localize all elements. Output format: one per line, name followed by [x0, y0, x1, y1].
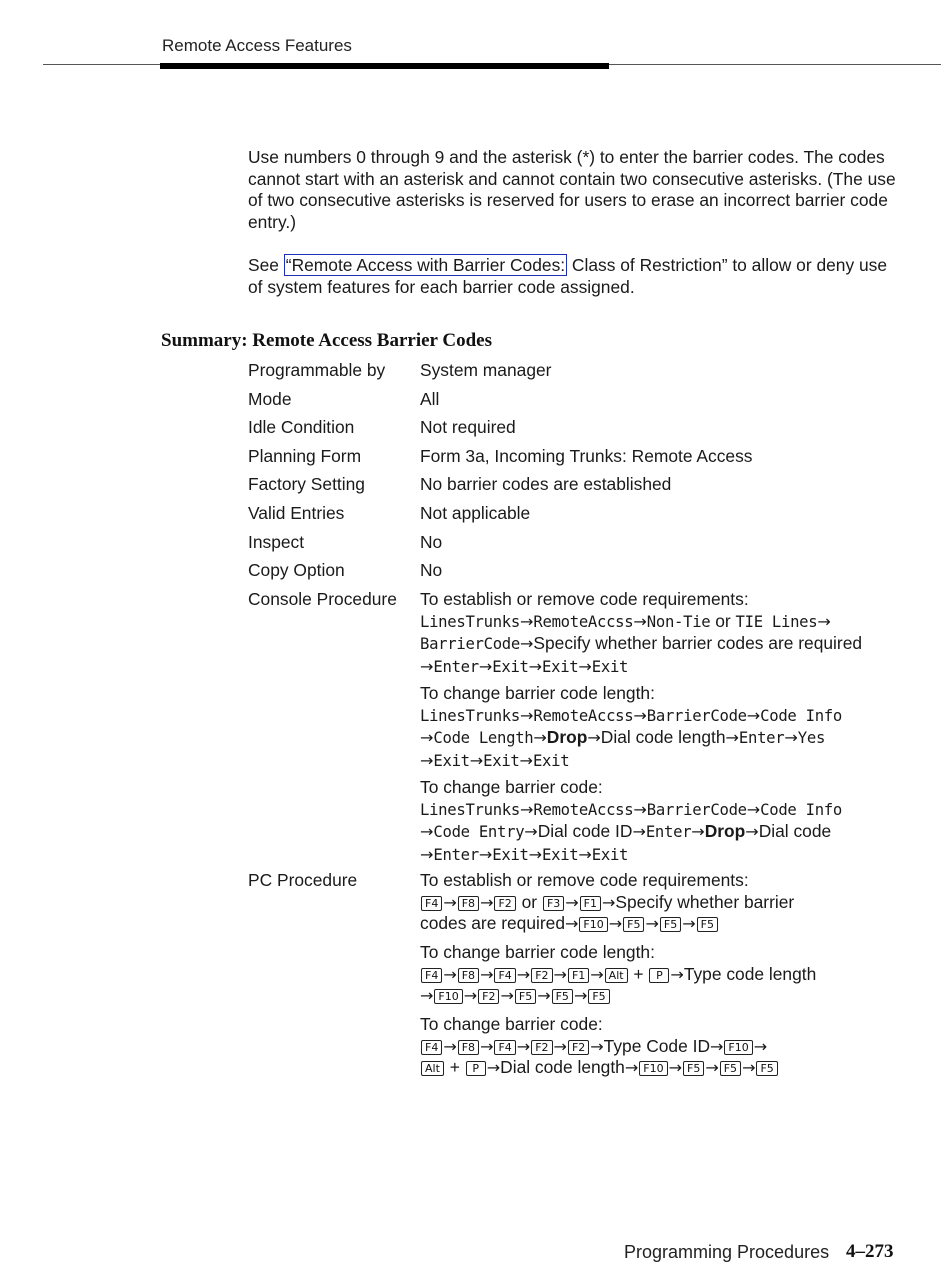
f4-key: F4 — [421, 968, 442, 983]
f3-key: F3 — [543, 896, 564, 911]
row-value: No — [420, 532, 443, 552]
console-block-2 — [420, 683, 900, 772]
f5-key: F5 — [756, 1061, 777, 1076]
row-label: Idle Condition — [248, 417, 355, 437]
row-value: No — [420, 560, 443, 580]
f5-key: F5 — [660, 917, 681, 932]
f5-key: F5 — [552, 989, 573, 1004]
f5-key: F5 — [515, 989, 536, 1004]
f2-key: F2 — [531, 968, 552, 983]
console-block-3 — [420, 777, 900, 866]
pc-block-2 — [420, 942, 900, 1007]
f10-key: F10 — [579, 917, 607, 932]
row-label: Planning Form — [248, 446, 362, 466]
f5-key: F5 — [683, 1061, 704, 1076]
row-label: Copy Option — [248, 560, 345, 580]
f4-key: F4 — [421, 896, 442, 911]
p-key: P — [649, 968, 669, 983]
f1-key: F1 — [568, 968, 589, 983]
console-step-line: →Enter→Exit→Exit→Exit — [420, 656, 629, 676]
row-label: Inspect — [248, 532, 305, 552]
cross-reference-link[interactable]: “Remote Access with Barrier Codes: — [285, 255, 566, 275]
row-label: Factory Setting — [248, 474, 365, 494]
header-rule-thick — [160, 63, 609, 69]
f4-key: F4 — [421, 1040, 442, 1055]
f10-key: F10 — [724, 1040, 752, 1055]
f4-key: F4 — [494, 968, 515, 983]
summary-title: Summary: Remote Access Barrier Codes — [161, 330, 493, 351]
f5-key: F5 — [588, 989, 609, 1004]
console-step-line: →Code Entry→Dial code ID→Enter→Drop→Dial code — [420, 821, 832, 841]
console-step-line: LinesTrunks→RemoteAccss→Non-Tie or TIE Lines→ — [420, 610, 831, 631]
f1-key: F1 — [580, 896, 601, 911]
row-value: System manager — [420, 360, 552, 380]
console-step-line: LinesTrunks→RemoteAccss→BarrierCode→Code Info — [420, 705, 842, 725]
page-number: 4–273 — [846, 1241, 894, 1262]
console-step-intro: To establish or remove code requirements: — [420, 589, 749, 609]
f2-key: F2 — [568, 1040, 589, 1055]
row-label: Mode — [248, 389, 292, 409]
f10-key: F10 — [639, 1061, 667, 1076]
f2-key: F2 — [478, 989, 499, 1004]
footer-section-title: Programming Procedures — [624, 1242, 830, 1262]
see-prefix: See — [248, 255, 284, 275]
pc-step-line: codes are required→ F10 → F5 → F5 → F5 — [420, 913, 900, 935]
console-step-intro: To change barrier code: — [420, 777, 603, 797]
pc-block-3 — [420, 1014, 900, 1079]
console-procedure-label: Console Procedure — [248, 589, 397, 609]
row-value: Form 3a, Incoming Trunks: Remote Access — [420, 446, 753, 466]
pc-step-line: → F10 → F2 → F5 → F5 → F5 — [420, 985, 900, 1007]
pc-procedure-label: PC Procedure — [248, 870, 358, 890]
console-step-line: →Code Length→Drop→Dial code length→Enter→Yes — [420, 727, 826, 747]
console-step-line: →Enter→Exit→Exit→Exit — [420, 844, 629, 864]
pc-step-intro: To establish or remove code requirements: — [420, 870, 749, 890]
f5-key: F5 — [623, 917, 644, 932]
row-value: Not applicable — [420, 503, 531, 523]
f2-key: F2 — [494, 896, 515, 911]
row-label: Valid Entries — [248, 503, 345, 523]
alt-key: Alt — [605, 968, 628, 983]
pc-step-intro: To change barrier code: — [420, 1014, 603, 1034]
f5-key: F5 — [720, 1061, 741, 1076]
f8-key: F8 — [458, 1040, 479, 1055]
pc-step-line: F4 → F8 → F4 → F2 → F1 → Alt + P →Type code length — [420, 964, 900, 986]
intro-paragraph-1: Use numbers 0 through 9 and the asterisk (*) to enter the barrier codes. The codes cannot start with an asterisk and cannot contain two consecutive asterisks. (The use of two consecutive asterisks is reserved for users to erase an incorrect barrier code entry.) — [248, 147, 896, 232]
console-step-intro: To change barrier code length: — [420, 683, 655, 703]
pc-step-line: Alt + P →Dial code length→ F10 → F5 → F5 → F5 — [420, 1057, 900, 1079]
row-value: No barrier codes are established — [420, 474, 672, 494]
row-value: Not required — [420, 417, 516, 437]
f5-key: F5 — [697, 917, 718, 932]
f8-key: F8 — [458, 968, 479, 983]
f10-key: F10 — [434, 989, 462, 1004]
running-head: Remote Access Features — [162, 36, 352, 55]
p-key: P — [466, 1061, 486, 1076]
f2-key: F2 — [531, 1040, 552, 1055]
f8-key: F8 — [458, 896, 479, 911]
pc-step-intro: To change barrier code length: — [420, 942, 655, 962]
pc-block-1 — [420, 870, 900, 935]
intro-paragraph-2 — [248, 255, 903, 298]
console-block-1 — [420, 589, 900, 678]
row-label: Programmable by — [248, 360, 386, 380]
see-suffix: Class of Restriction” to allow or deny use of system features for each barrier code assigned. — [248, 255, 888, 297]
pc-step-line: F4 → F8 → F2 or F3 → F1 →Specify whether barrier — [420, 892, 900, 914]
console-step-line: LinesTrunks→RemoteAccss→BarrierCode→Code Info — [420, 799, 842, 819]
row-value: All — [420, 389, 440, 409]
alt-key: Alt — [421, 1061, 444, 1076]
pc-step-line: F4 → F8 → F4 → F2 → F2 →Type Code ID→ F10 → — [420, 1036, 900, 1058]
console-step-line: →Exit→Exit→Exit — [420, 750, 570, 770]
console-step-line: BarrierCode→Specify whether barrier codes are required — [420, 633, 863, 653]
f4-key: F4 — [494, 1040, 515, 1055]
